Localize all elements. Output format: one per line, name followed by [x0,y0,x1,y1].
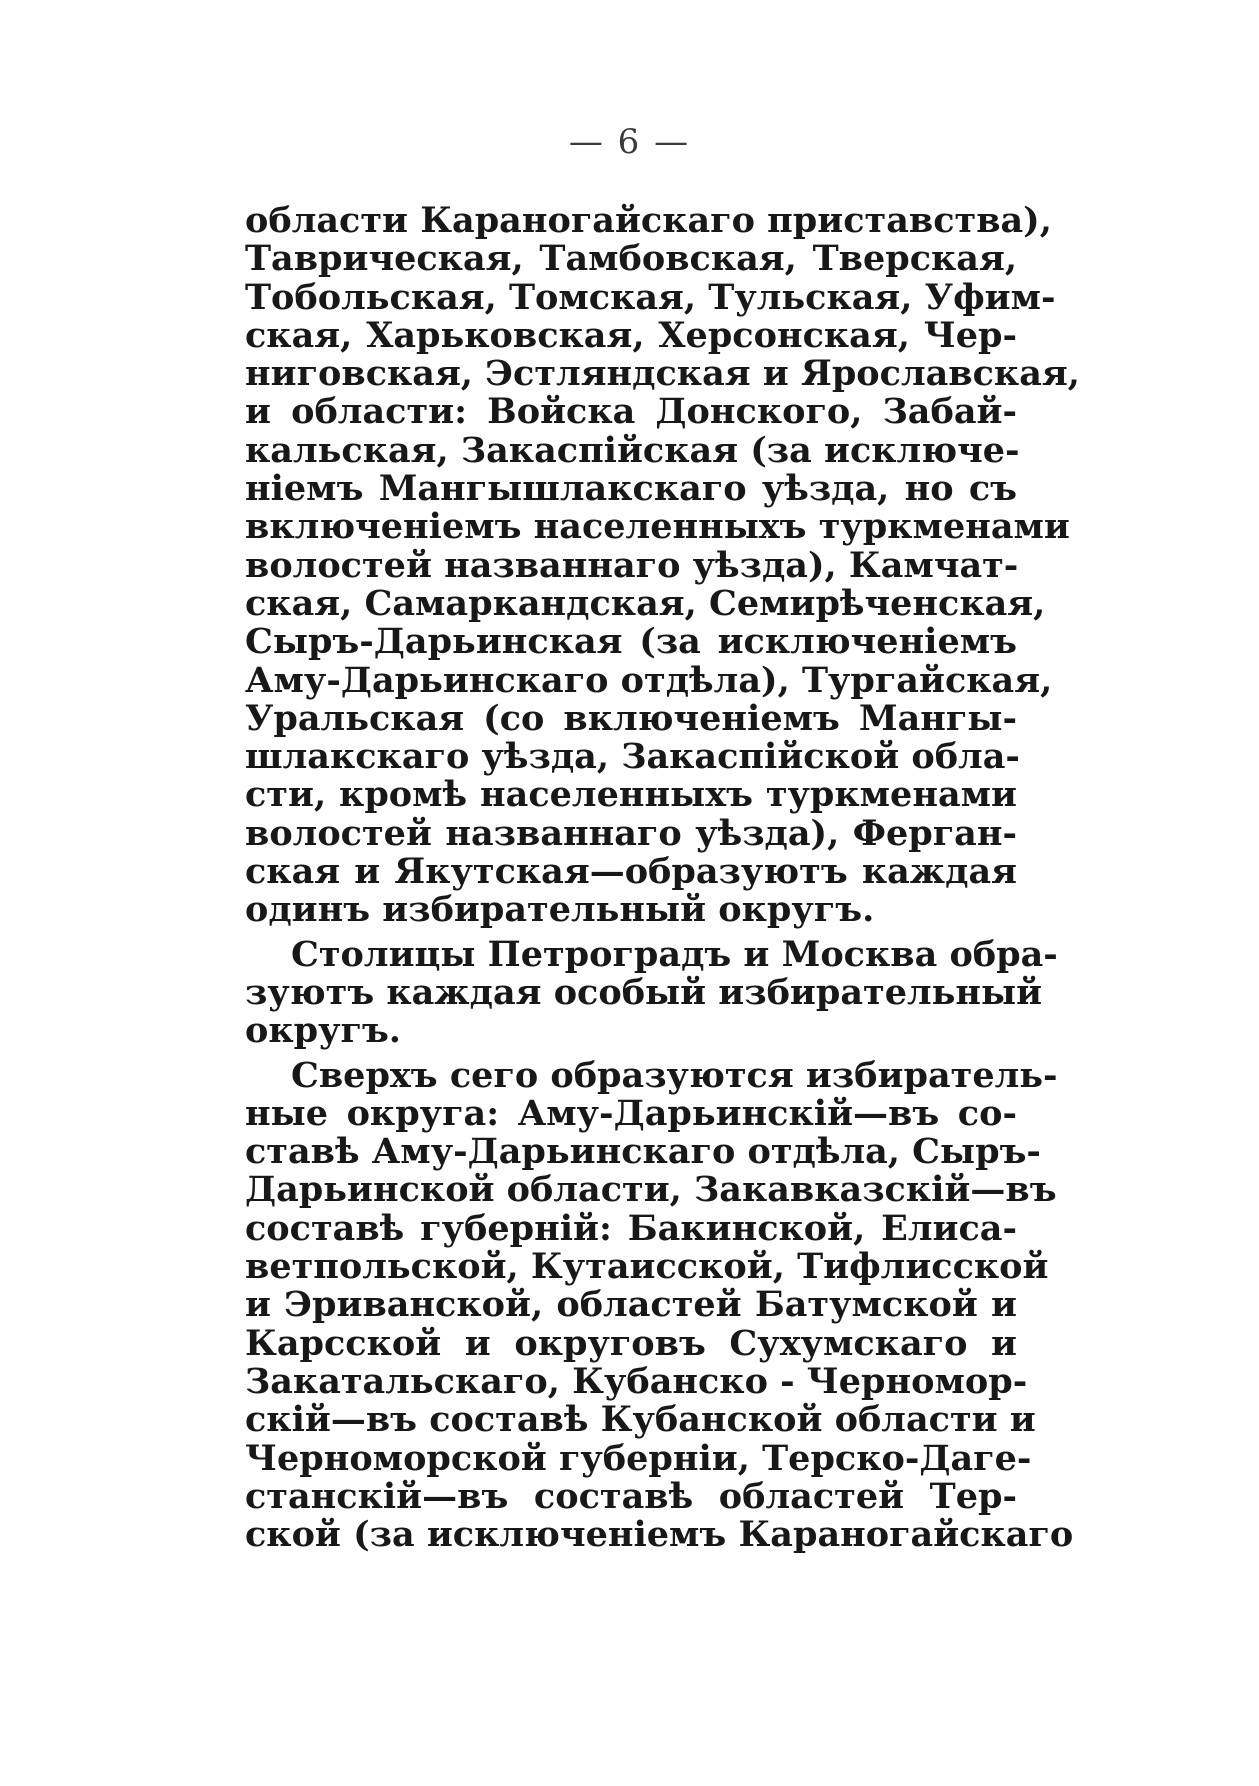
text-line: области Караногайскаго приставства), [245,200,1052,241]
paragraph-additional-districts [245,1054,1074,1556]
text-line: ніемъ Мангышлакскаго уѣзда, но съ [245,468,1017,510]
text-line: Тобольская, Томская, Тульская, Уфим- [245,276,1056,318]
text-line: ветпольской, Кутаисской, Тифлисской [245,1246,1049,1288]
text-line: составѣ губерній: Бакинской, Елиса- [245,1207,1017,1249]
text-line: ской (за исключеніемъ Караногайскаго [245,1514,1074,1556]
text-line: кальская, Закаспійская (за исключе- [245,429,1020,471]
text-line: волостей названнаго уѣзда), Ферган- [245,812,1017,854]
page-number: — 6 — [568,122,691,162]
text-line: ные округа: Аму-Дарьинскій—въ со- [245,1092,1017,1134]
text-line: Дарьинской области, Закавказскій—въ [245,1169,1057,1211]
text-line: ниговская, Эстляндская и Ярославская, [245,353,1080,395]
text-line: Карсской и округовъ Сухумскаго и [245,1322,1017,1364]
text-line: Уральская (со включеніемъ Мангы- [245,697,1017,739]
text-line: округъ. [245,1010,401,1052]
text-line: Аму-Дарьинскаго отдѣла), Тургайская, [245,659,1053,701]
text-line: Сверхъ сего образуются избиратель- [291,1054,1058,1096]
text-line: Таврическая, Тамбовская, Тверская, [245,238,1017,280]
text-line: шлакскаго уѣзда, Закаспійской обла- [245,736,1020,778]
text-line: сти, кромѣ населенныхъ туркменами [245,774,1017,816]
paragraph-capitals [245,933,1058,1052]
text-line: ская, Харьковская, Херсонская, Чер- [245,314,1017,356]
paragraph-electoral-regions [245,200,1080,931]
text-line: Черноморской губерніи, Терско-Даге- [245,1437,1032,1479]
text-line: ставѣ Аму-Дарьинскаго отдѣла, Сыръ- [245,1131,1041,1173]
text-line: и области: Войска Донского, Забай- [245,391,1017,433]
text-line: одинъ избирательный округъ. [245,889,875,931]
text-line: волостей названнаго уѣзда), Камчат- [245,544,1019,586]
text-line: Сыръ-Дарьинская (за исключеніемъ [245,621,1017,663]
text-line: ская и Якутская—образуютъ каждая [245,851,1017,893]
text-line: скій—въ составѣ Кубанской области и [245,1399,1036,1441]
text-line: и Эриванской, областей Батумской и [245,1284,1017,1326]
text-line: станскій—въ составѣ областей Тер- [245,1475,1017,1517]
text-line: включеніемъ населенныхъ туркменами [245,506,1070,548]
text-line: Столицы Петроградъ и Москва обра- [291,933,1058,975]
text-line: зуютъ каждая особый избирательный [245,971,1043,1013]
body-text [245,200,1080,1556]
text-line: Закатальскаго, Кубанско - Черномор- [245,1360,1028,1402]
text-line: ская, Самаркандская, Семирѣченская, [245,582,1046,624]
